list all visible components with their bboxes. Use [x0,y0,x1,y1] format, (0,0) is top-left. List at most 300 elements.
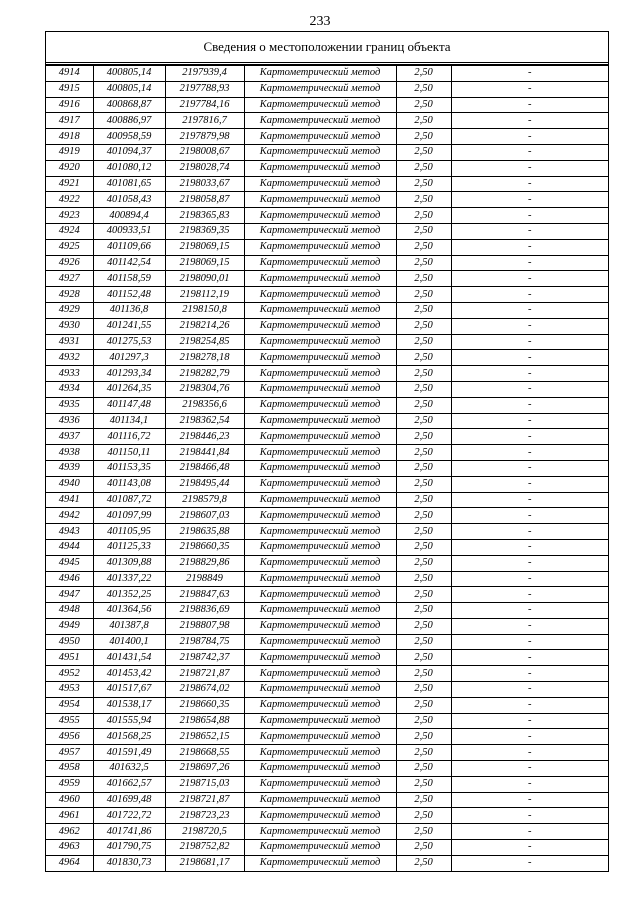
description-cell: - [451,524,608,540]
table-row [46,666,608,682]
x-coordinate-cell: 401125,33 [93,539,165,555]
x-coordinate-cell: 401352,25 [93,587,165,603]
table-row [46,129,608,145]
point-number-cell: 4949 [46,618,93,634]
table-row [46,571,608,587]
point-number-cell: 4953 [46,682,93,698]
point-number-cell: 4920 [46,160,93,176]
y-coordinate-cell: 2198681,17 [165,855,244,870]
y-coordinate-cell: 2198849 [165,571,244,587]
accuracy-cell: 2,50 [396,476,451,492]
x-coordinate-cell: 401081,65 [93,176,165,192]
accuracy-cell: 2,50 [396,350,451,366]
x-coordinate-cell: 401568,25 [93,729,165,745]
method-cell: Картометрический метод [244,318,396,334]
method-cell: Картометрический метод [244,255,396,271]
table-row [46,508,608,524]
x-coordinate-cell: 401080,12 [93,160,165,176]
point-number-cell: 4961 [46,808,93,824]
y-coordinate-cell: 2197879,98 [165,129,244,145]
method-cell: Картометрический метод [244,350,396,366]
method-cell: Картометрический метод [244,66,396,82]
point-number-cell: 4955 [46,713,93,729]
x-coordinate-cell: 401632,5 [93,761,165,777]
method-cell: Картометрический метод [244,824,396,840]
method-cell: Картометрический метод [244,144,396,160]
accuracy-cell: 2,50 [396,318,451,334]
accuracy-cell: 2,50 [396,587,451,603]
description-cell: - [451,634,608,650]
accuracy-cell: 2,50 [396,855,451,870]
table-row [46,824,608,840]
table-row [46,524,608,540]
method-cell: Картометрический метод [244,524,396,540]
description-cell: - [451,729,608,745]
description-cell: - [451,682,608,698]
accuracy-cell: 2,50 [396,539,451,555]
table-row [46,97,608,113]
x-coordinate-cell: 401158,59 [93,271,165,287]
x-coordinate-cell: 401662,57 [93,776,165,792]
table-row [46,697,608,713]
y-coordinate-cell: 2198278,18 [165,350,244,366]
point-number-cell: 4962 [46,824,93,840]
y-coordinate-cell: 2198674,02 [165,682,244,698]
x-coordinate-cell: 400933,51 [93,223,165,239]
description-cell: - [451,176,608,192]
point-number-cell: 4928 [46,287,93,303]
description-cell: - [451,113,608,129]
method-cell: Картометрический метод [244,81,396,97]
accuracy-cell: 2,50 [396,666,451,682]
point-number-cell: 4921 [46,176,93,192]
table-row [46,144,608,160]
point-number-cell: 4918 [46,129,93,145]
point-number-cell: 4941 [46,492,93,508]
table-row [46,192,608,208]
method-cell: Картометрический метод [244,508,396,524]
description-cell: - [451,650,608,666]
y-coordinate-cell: 2198607,03 [165,508,244,524]
y-coordinate-cell: 2198058,87 [165,192,244,208]
accuracy-cell: 2,50 [396,129,451,145]
table-row [46,855,608,870]
description-cell: - [451,476,608,492]
point-number-cell: 4940 [46,476,93,492]
point-number-cell: 4925 [46,239,93,255]
y-coordinate-cell: 2198069,15 [165,239,244,255]
y-coordinate-cell: 2197784,16 [165,97,244,113]
accuracy-cell: 2,50 [396,555,451,571]
point-number-cell: 4950 [46,634,93,650]
description-cell: - [451,713,608,729]
x-coordinate-cell: 400894,4 [93,208,165,224]
point-number-cell: 4937 [46,429,93,445]
x-coordinate-cell: 401241,55 [93,318,165,334]
method-cell: Картометрический метод [244,397,396,413]
accuracy-cell: 2,50 [396,713,451,729]
description-cell: - [451,397,608,413]
x-coordinate-cell: 401400,1 [93,634,165,650]
coordinates-table [46,65,608,871]
point-number-cell: 4926 [46,255,93,271]
y-coordinate-cell: 2198715,03 [165,776,244,792]
y-coordinate-cell: 2198784,75 [165,634,244,650]
x-coordinate-cell: 401453,42 [93,666,165,682]
x-coordinate-cell: 401147,48 [93,397,165,413]
x-coordinate-cell: 401293,34 [93,366,165,382]
x-coordinate-cell: 401309,88 [93,555,165,571]
y-coordinate-cell: 2198446,23 [165,429,244,445]
method-cell: Картометрический метод [244,682,396,698]
accuracy-cell: 2,50 [396,618,451,634]
y-coordinate-cell: 2198721,87 [165,792,244,808]
table-row [46,682,608,698]
table-row [46,255,608,271]
point-number-cell: 4956 [46,729,93,745]
method-cell: Картометрический метод [244,618,396,634]
description-cell: - [451,761,608,777]
accuracy-cell: 2,50 [396,808,451,824]
accuracy-cell: 2,50 [396,381,451,397]
accuracy-cell: 2,50 [396,223,451,239]
table-row [46,350,608,366]
y-coordinate-cell: 2198008,67 [165,144,244,160]
table-row [46,445,608,461]
x-coordinate-cell: 401555,94 [93,713,165,729]
y-coordinate-cell: 2197788,93 [165,81,244,97]
table-row [46,223,608,239]
description-cell: - [451,239,608,255]
description-cell: - [451,318,608,334]
method-cell: Картометрический метод [244,666,396,682]
accuracy-cell: 2,50 [396,682,451,698]
x-coordinate-cell: 401830,73 [93,855,165,870]
accuracy-cell: 2,50 [396,729,451,745]
x-coordinate-cell: 401297,3 [93,350,165,366]
accuracy-cell: 2,50 [396,745,451,761]
point-number-cell: 4929 [46,302,93,318]
table-row [46,429,608,445]
y-coordinate-cell: 2198652,15 [165,729,244,745]
x-coordinate-cell: 401275,53 [93,334,165,350]
description-cell: - [451,97,608,113]
description-cell: - [451,81,608,97]
x-coordinate-cell: 400805,14 [93,81,165,97]
y-coordinate-cell: 2198829,86 [165,555,244,571]
y-coordinate-cell: 2198579,8 [165,492,244,508]
description-cell: - [451,223,608,239]
y-coordinate-cell: 2198723,23 [165,808,244,824]
x-coordinate-cell: 401105,95 [93,524,165,540]
point-number-cell: 4914 [46,66,93,82]
point-number-cell: 4954 [46,697,93,713]
method-cell: Картометрический метод [244,460,396,476]
accuracy-cell: 2,50 [396,508,451,524]
description-cell: - [451,776,608,792]
method-cell: Картометрический метод [244,761,396,777]
method-cell: Картометрический метод [244,650,396,666]
accuracy-cell: 2,50 [396,192,451,208]
table-row [46,539,608,555]
x-coordinate-cell: 401387,8 [93,618,165,634]
y-coordinate-cell: 2198807,98 [165,618,244,634]
y-coordinate-cell: 2198847,63 [165,587,244,603]
point-number-cell: 4947 [46,587,93,603]
method-cell: Картометрический метод [244,697,396,713]
description-cell: - [451,334,608,350]
table-row [46,81,608,97]
x-coordinate-cell: 401136,8 [93,302,165,318]
point-number-cell: 4917 [46,113,93,129]
point-number-cell: 4951 [46,650,93,666]
point-number-cell: 4942 [46,508,93,524]
y-coordinate-cell: 2198254,85 [165,334,244,350]
y-coordinate-cell: 2198660,35 [165,697,244,713]
description-cell: - [451,618,608,634]
method-cell: Картометрический метод [244,366,396,382]
y-coordinate-cell: 2198836,69 [165,603,244,619]
table-row [46,634,608,650]
description-cell: - [451,666,608,682]
x-coordinate-cell: 400868,87 [93,97,165,113]
y-coordinate-cell: 2198441,84 [165,445,244,461]
y-coordinate-cell: 2198033,67 [165,176,244,192]
x-coordinate-cell: 401337,22 [93,571,165,587]
table-row [46,381,608,397]
x-coordinate-cell: 401153,35 [93,460,165,476]
accuracy-cell: 2,50 [396,239,451,255]
point-number-cell: 4932 [46,350,93,366]
x-coordinate-cell: 401264,35 [93,381,165,397]
table-row [46,318,608,334]
method-cell: Картометрический метод [244,603,396,619]
y-coordinate-cell: 2198466,48 [165,460,244,476]
accuracy-cell: 2,50 [396,113,451,129]
table-row [46,366,608,382]
table-row [46,302,608,318]
accuracy-cell: 2,50 [396,650,451,666]
y-coordinate-cell: 2198721,87 [165,666,244,682]
point-number-cell: 4958 [46,761,93,777]
y-coordinate-cell: 2198752,82 [165,840,244,856]
method-cell: Картометрический метод [244,302,396,318]
y-coordinate-cell: 2198365,83 [165,208,244,224]
table-row [46,113,608,129]
accuracy-cell: 2,50 [396,840,451,856]
table-row [46,555,608,571]
accuracy-cell: 2,50 [396,334,451,350]
description-cell: - [451,271,608,287]
table-row [46,776,608,792]
y-coordinate-cell: 2198697,26 [165,761,244,777]
point-number-cell: 4927 [46,271,93,287]
method-cell: Картометрический метод [244,729,396,745]
description-cell: - [451,255,608,271]
accuracy-cell: 2,50 [396,445,451,461]
method-cell: Картометрический метод [244,855,396,870]
method-cell: Картометрический метод [244,334,396,350]
accuracy-cell: 2,50 [396,66,451,82]
method-cell: Картометрический метод [244,97,396,113]
point-number-cell: 4952 [46,666,93,682]
table-row [46,208,608,224]
table-row [46,334,608,350]
accuracy-cell: 2,50 [396,97,451,113]
y-coordinate-cell: 2198304,76 [165,381,244,397]
description-cell: - [451,840,608,856]
table-row [46,618,608,634]
accuracy-cell: 2,50 [396,792,451,808]
description-cell: - [451,792,608,808]
x-coordinate-cell: 401152,48 [93,287,165,303]
table-row [46,840,608,856]
point-number-cell: 4944 [46,539,93,555]
description-cell: - [451,824,608,840]
description-cell: - [451,587,608,603]
accuracy-cell: 2,50 [396,271,451,287]
table-row [46,413,608,429]
description-cell: - [451,208,608,224]
description-cell: - [451,697,608,713]
x-coordinate-cell: 401134,1 [93,413,165,429]
x-coordinate-cell: 401094,37 [93,144,165,160]
point-number-cell: 4957 [46,745,93,761]
table-row [46,160,608,176]
point-number-cell: 4946 [46,571,93,587]
accuracy-cell: 2,50 [396,413,451,429]
method-cell: Картометрический метод [244,713,396,729]
y-coordinate-cell: 2198214,26 [165,318,244,334]
description-cell: - [451,445,608,461]
table-row [46,287,608,303]
method-cell: Картометрический метод [244,539,396,555]
accuracy-cell: 2,50 [396,176,451,192]
point-number-cell: 4964 [46,855,93,870]
description-cell: - [451,302,608,318]
method-cell: Картометрический метод [244,840,396,856]
x-coordinate-cell: 401109,66 [93,239,165,255]
method-cell: Картометрический метод [244,776,396,792]
point-number-cell: 4933 [46,366,93,382]
y-coordinate-cell: 2198668,55 [165,745,244,761]
accuracy-cell: 2,50 [396,697,451,713]
method-cell: Картометрический метод [244,555,396,571]
table-row [46,761,608,777]
table-row [46,650,608,666]
description-cell: - [451,539,608,555]
description-cell: - [451,350,608,366]
table-row [46,66,608,82]
description-cell: - [451,492,608,508]
table-row [46,587,608,603]
y-coordinate-cell: 2197816,7 [165,113,244,129]
table-row [46,745,608,761]
accuracy-cell: 2,50 [396,460,451,476]
method-cell: Картометрический метод [244,445,396,461]
description-cell: - [451,603,608,619]
x-coordinate-cell: 401431,54 [93,650,165,666]
description-cell: - [451,192,608,208]
x-coordinate-cell: 401058,43 [93,192,165,208]
point-number-cell: 4936 [46,413,93,429]
x-coordinate-cell: 401790,75 [93,840,165,856]
point-number-cell: 4939 [46,460,93,476]
point-number-cell: 4948 [46,603,93,619]
table-row [46,492,608,508]
method-cell: Картометрический метод [244,223,396,239]
accuracy-cell: 2,50 [396,208,451,224]
table-row [46,792,608,808]
point-number-cell: 4959 [46,776,93,792]
point-number-cell: 4922 [46,192,93,208]
accuracy-cell: 2,50 [396,761,451,777]
description-cell: - [451,429,608,445]
method-cell: Картометрический метод [244,113,396,129]
x-coordinate-cell: 401517,67 [93,682,165,698]
accuracy-cell: 2,50 [396,429,451,445]
y-coordinate-cell: 2197939,4 [165,66,244,82]
y-coordinate-cell: 2198069,15 [165,255,244,271]
accuracy-cell: 2,50 [396,366,451,382]
accuracy-cell: 2,50 [396,160,451,176]
x-coordinate-cell: 401538,17 [93,697,165,713]
page-number: 233 [309,14,331,29]
method-cell: Картометрический метод [244,192,396,208]
description-cell: - [451,160,608,176]
x-coordinate-cell: 400958,59 [93,129,165,145]
table-row [46,239,608,255]
description-cell: - [451,508,608,524]
method-cell: Картометрический метод [244,792,396,808]
point-number-cell: 4960 [46,792,93,808]
method-cell: Картометрический метод [244,413,396,429]
method-cell: Картометрический метод [244,381,396,397]
x-coordinate-cell: 401143,08 [93,476,165,492]
point-number-cell: 4934 [46,381,93,397]
method-cell: Картометрический метод [244,429,396,445]
y-coordinate-cell: 2198356,6 [165,397,244,413]
y-coordinate-cell: 2198720,5 [165,824,244,840]
x-coordinate-cell: 401364,56 [93,603,165,619]
method-cell: Картометрический метод [244,571,396,587]
table-row [46,476,608,492]
description-cell: - [451,287,608,303]
x-coordinate-cell: 401591,49 [93,745,165,761]
table-row [46,808,608,824]
point-number-cell: 4924 [46,223,93,239]
point-number-cell: 4916 [46,97,93,113]
method-cell: Картометрический метод [244,808,396,824]
accuracy-cell: 2,50 [396,255,451,271]
x-coordinate-cell: 401741,86 [93,824,165,840]
method-cell: Картометрический метод [244,745,396,761]
table-row [46,729,608,745]
method-cell: Картометрический метод [244,492,396,508]
description-cell: - [451,571,608,587]
y-coordinate-cell: 2198150,8 [165,302,244,318]
table-row [46,603,608,619]
x-coordinate-cell: 401116,72 [93,429,165,445]
x-coordinate-cell: 401097,99 [93,508,165,524]
y-coordinate-cell: 2198495,44 [165,476,244,492]
point-number-cell: 4919 [46,144,93,160]
description-cell: - [451,381,608,397]
accuracy-cell: 2,50 [396,492,451,508]
description-cell: - [451,144,608,160]
method-cell: Картометрический метод [244,634,396,650]
point-number-cell: 4945 [46,555,93,571]
